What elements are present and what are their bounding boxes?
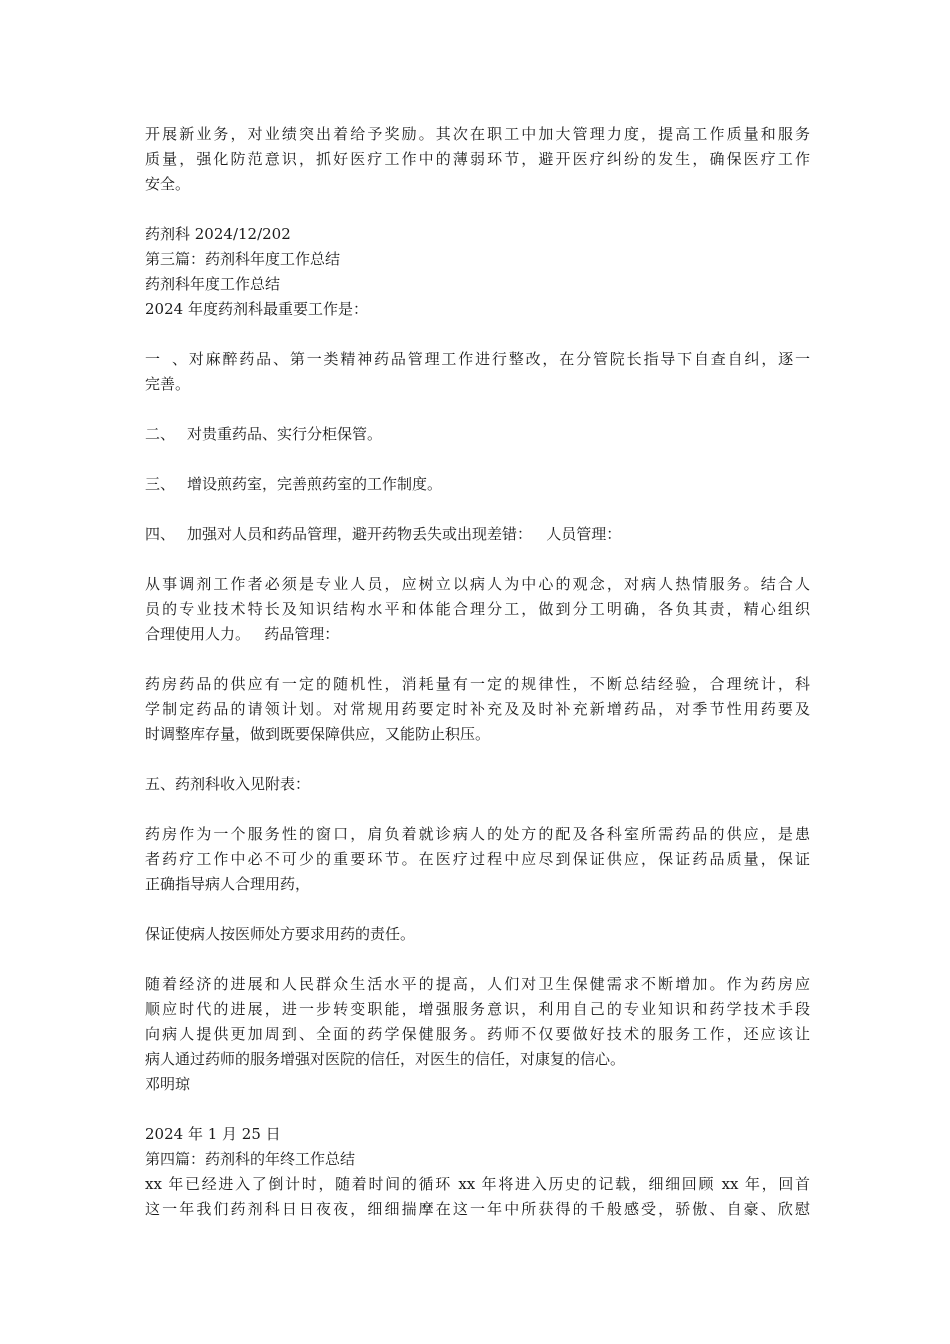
text-line: 这一年我们药剂科日日夜夜，细细揣摩在这一年中所获得的千般感受，骄傲、自豪、欣慰 [145,1200,810,1218]
text-line: xx 年已经进入了倒计时，随着时间的循环 xx 年将进入历史的记载，细细回顾 xx 年，回首 [145,1175,810,1193]
text-line [145,522,810,547]
text-line: 正确指导病人合理用药， [145,875,311,893]
text-line: 从事调剂工作者必须是专业人员，应树立以病人为中心的观念，对病人热情服务。结合人 [145,575,810,593]
paragraph-guarantee: 保证使病人按医师处方要求用药的责任。 [145,925,416,943]
text-line: 员的专业技术特长及知识结构水平和体能合理分工，做到分工明确，各负其责，精心组织 [145,600,810,618]
text-line: 随着经济的进展和人民群众生活水平的提高，人们对卫生保健需求不断增加。作为药房应 [145,975,810,993]
signature-date: 2024 年 1 月 25 日 [145,1125,281,1143]
paragraph-gap [145,747,810,772]
text-line: 药房作为一个服务性的窗口，肩负着就诊病人的处方的配及各科室所需药品的供应，是患 [145,825,810,843]
signature-name: 邓明琼 [145,1075,191,1093]
paragraph-gap [145,447,810,472]
text-line: 质量，强化防范意识，抓好医疗工作中的薄弱环节，避开医疗纠纷的发生，确保医疗工作 [145,150,810,168]
section-heading-4: 第四篇：药剂科的年终工作总结 [145,1150,356,1168]
text-line: 合理使用人力。 药品管理： [145,625,340,643]
paragraph-staff [145,572,810,647]
paragraph-gap [145,647,810,672]
list-text: 加强对人员和药品管理，避开药物丢失或出现差错： 人员管理： [187,525,622,543]
list-number: 二、 [145,425,176,443]
text-line: 学制定药品的请领计划。对常规用药要定时补充及及时补充新增药品，对季节性用药要及 [145,700,810,718]
paragraph-gap [145,897,810,922]
section-heading-3: 第三篇：药剂科年度工作总结 [145,250,341,268]
text-line: 开展新业务，对业绩突出着给予奖励。其次在职工中加大管理力度，提高工作质量和服务 [145,125,810,143]
text-line: 病人通过药师的服务增强对医院的信任，对医生的信任，对康复的信心。 [145,1050,626,1068]
section-subtitle-3: 药剂科年度工作总结 [145,275,281,293]
paragraph-gap [145,497,810,522]
list-number: 一、 [145,350,187,368]
list-text: 对贵重药品、实行分柜保管。 [187,425,383,443]
text-line: 药房药品的供应有一定的随机性，消耗量有一定的规律性，不断总结经验，合理统计，科 [145,675,810,693]
paragraph-gap [145,322,810,347]
text-line [145,422,810,447]
paragraph-economy [145,972,810,1072]
list-item-3 [145,472,810,497]
paragraph-gap [145,197,810,222]
list-item-5: 五、药剂科收入见附表： [145,775,311,793]
text-line: 完善。 [145,375,191,393]
paragraph-gap [145,1097,810,1122]
text-line: 者药疗工作中必不可少的重要环节。在医疗过程中应尽到保证供应，保证药品质量，保证 [145,850,810,868]
list-text: 对麻醉药品、第一类精神药品管理工作进行整改，在分管院长指导下自查自纠，逐一 [187,350,810,368]
paragraph-gap [145,797,810,822]
list-text: 增设煎药室，完善煎药室的工作制度。 [187,475,443,493]
list-item-2 [145,422,810,447]
list-item-1 [145,347,810,397]
paragraph-pharmacy [145,822,810,897]
signature-department-date: 药剂科 2024/12/202 [145,225,291,243]
section-intro-3: 2024 年度药剂科最重要工作是： [145,300,368,318]
paragraph-final [145,1172,810,1222]
paragraph-gap [145,547,810,572]
paragraph-gap [145,397,810,422]
text-line: 顺应时代的进展，进一步转变职能，增强服务意识，利用自己的专业知识和药学技术手段 [145,1000,810,1018]
paragraph-gap [145,947,810,972]
list-number: 四、 [145,525,176,543]
paragraph-drugs [145,672,810,747]
text-line [145,347,810,372]
text-line [145,472,810,497]
text-line: 时调整库存量，做到既要保障供应，又能防止积压。 [145,725,491,743]
paragraph-intro [145,122,810,197]
document-page [145,122,810,1222]
list-number: 三、 [145,475,176,493]
text-line: 向病人提供更加周到、全面的药学保健服务。药师不仅要做好技术的服务工作，还应该让 [145,1025,810,1043]
text-line: 安全。 [145,175,191,193]
list-item-4 [145,522,810,547]
